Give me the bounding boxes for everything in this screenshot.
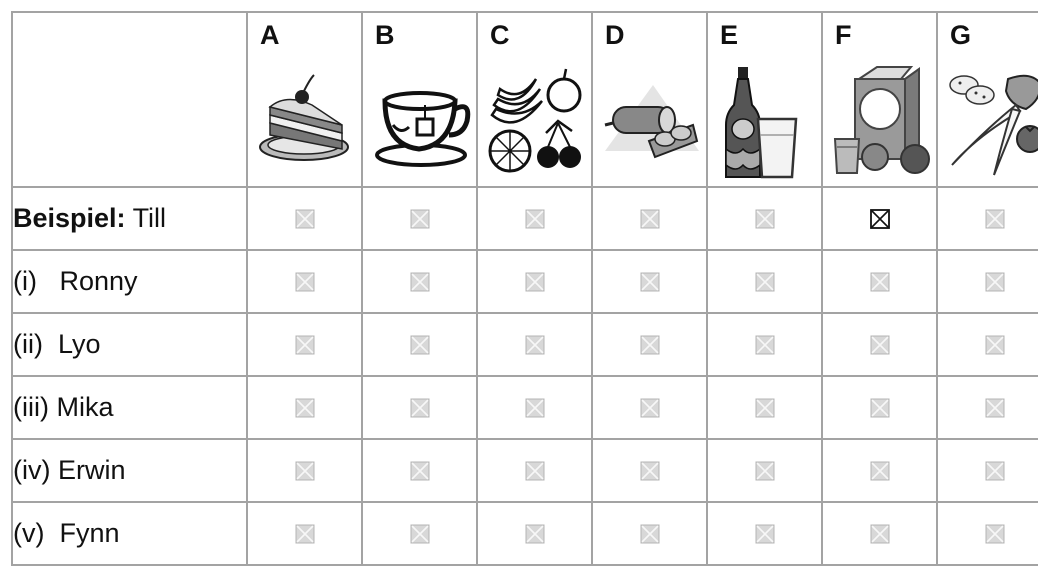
cell-d (592, 376, 707, 439)
sausage-bread-icon (601, 65, 701, 180)
checkbox[interactable] (640, 335, 660, 355)
cell-b (362, 376, 477, 439)
cell-e (707, 439, 822, 502)
checkbox[interactable] (295, 209, 315, 229)
cell-d (592, 187, 707, 250)
cell-f (822, 187, 937, 250)
cell-f (822, 439, 937, 502)
checkbox[interactable] (295, 398, 315, 418)
checkbox[interactable] (870, 398, 890, 418)
checkbox[interactable] (755, 335, 775, 355)
checkbox[interactable] (870, 335, 890, 355)
checkbox[interactable] (985, 524, 1005, 544)
checkbox[interactable] (525, 209, 545, 229)
row-label: (v) Fynn (12, 502, 247, 565)
column-header-f (822, 12, 937, 187)
table-row (12, 502, 1038, 565)
checkbox[interactable] (525, 335, 545, 355)
checkbox[interactable] (525, 272, 545, 292)
cell-c (477, 250, 592, 313)
column-header-b (362, 12, 477, 187)
checkbox[interactable] (640, 524, 660, 544)
table-row (12, 439, 1038, 502)
checkbox[interactable] (755, 398, 775, 418)
checkbox-checked[interactable] (870, 209, 890, 229)
row-label (12, 187, 247, 250)
column-header-d (592, 12, 707, 187)
column-header-c (477, 12, 592, 187)
cell-b (362, 250, 477, 313)
column-letter: B (375, 20, 395, 50)
cell-a (247, 376, 362, 439)
cell-e (707, 250, 822, 313)
cell-a (247, 439, 362, 502)
column-header-e (707, 12, 822, 187)
checkbox[interactable] (870, 461, 890, 481)
cell-g (937, 502, 1038, 565)
row-label: (iv) Erwin (12, 439, 247, 502)
juice-carton-icon (831, 65, 931, 180)
cell-g (937, 439, 1038, 502)
cell-c (477, 376, 592, 439)
cell-e (707, 313, 822, 376)
teacup-icon (371, 65, 471, 180)
row-label: (iii) Mika (12, 376, 247, 439)
cell-a (247, 313, 362, 376)
checkbox[interactable] (985, 272, 1005, 292)
checkbox[interactable] (525, 398, 545, 418)
corner-cell (12, 12, 247, 187)
checkbox[interactable] (870, 524, 890, 544)
header-row (12, 12, 1038, 187)
checkbox[interactable] (410, 398, 430, 418)
table-row (12, 313, 1038, 376)
checkbox[interactable] (985, 335, 1005, 355)
cell-c (477, 187, 592, 250)
row-label: (ii) Lyo (12, 313, 247, 376)
checkbox[interactable] (410, 461, 430, 481)
row-label-name: Till (132, 203, 167, 233)
cell-b (362, 313, 477, 376)
checkbox[interactable] (640, 398, 660, 418)
checkbox[interactable] (295, 272, 315, 292)
checkbox[interactable] (985, 461, 1005, 481)
fruit-icon (486, 65, 586, 180)
checkbox[interactable] (755, 272, 775, 292)
checkbox[interactable] (410, 524, 430, 544)
checkbox[interactable] (410, 335, 430, 355)
checkbox[interactable] (525, 461, 545, 481)
cell-d (592, 439, 707, 502)
checkbox[interactable] (640, 461, 660, 481)
checkbox[interactable] (295, 524, 315, 544)
bottle-glass-icon (716, 65, 816, 180)
table-row (12, 250, 1038, 313)
cell-f (822, 502, 937, 565)
checkbox[interactable] (640, 272, 660, 292)
cell-d (592, 250, 707, 313)
cell-f (822, 250, 937, 313)
checkbox[interactable] (295, 335, 315, 355)
cell-g (937, 187, 1038, 250)
cell-e (707, 376, 822, 439)
column-letter: G (950, 20, 972, 50)
checkbox[interactable] (755, 524, 775, 544)
cell-b (362, 187, 477, 250)
cell-b (362, 439, 477, 502)
cell-c (477, 502, 592, 565)
cell-d (592, 313, 707, 376)
cell-c (477, 313, 592, 376)
column-header-g (937, 12, 1038, 187)
vegetables-icon (946, 65, 1038, 180)
cell-g (937, 313, 1038, 376)
cell-b (362, 502, 477, 565)
cell-e (707, 502, 822, 565)
column-letter: C (490, 20, 510, 50)
column-letter: D (605, 20, 625, 50)
table-row-example (12, 187, 1038, 250)
column-header-a (247, 12, 362, 187)
checkbox[interactable] (410, 209, 430, 229)
cell-a (247, 250, 362, 313)
cell-c (477, 439, 592, 502)
checkbox[interactable] (755, 461, 775, 481)
cell-g (937, 250, 1038, 313)
checkbox[interactable] (525, 524, 545, 544)
row-label: (i) Ronny (12, 250, 247, 313)
food-choice-table (11, 11, 1038, 566)
cake-slice-icon (256, 65, 356, 180)
column-letter: E (720, 20, 739, 50)
checkbox[interactable] (870, 272, 890, 292)
checkbox[interactable] (755, 209, 775, 229)
row-label-bold: Beispiel: (13, 203, 126, 233)
checkbox[interactable] (295, 461, 315, 481)
cell-a (247, 502, 362, 565)
cell-g (937, 376, 1038, 439)
cell-e (707, 187, 822, 250)
cell-f (822, 376, 937, 439)
column-letter: A (260, 20, 280, 50)
checkbox[interactable] (410, 272, 430, 292)
checkbox[interactable] (640, 209, 660, 229)
checkbox[interactable] (985, 209, 1005, 229)
cell-a (247, 187, 362, 250)
column-letter: F (835, 20, 852, 50)
cell-d (592, 502, 707, 565)
cell-f (822, 313, 937, 376)
table-row (12, 376, 1038, 439)
checkbox[interactable] (985, 398, 1005, 418)
